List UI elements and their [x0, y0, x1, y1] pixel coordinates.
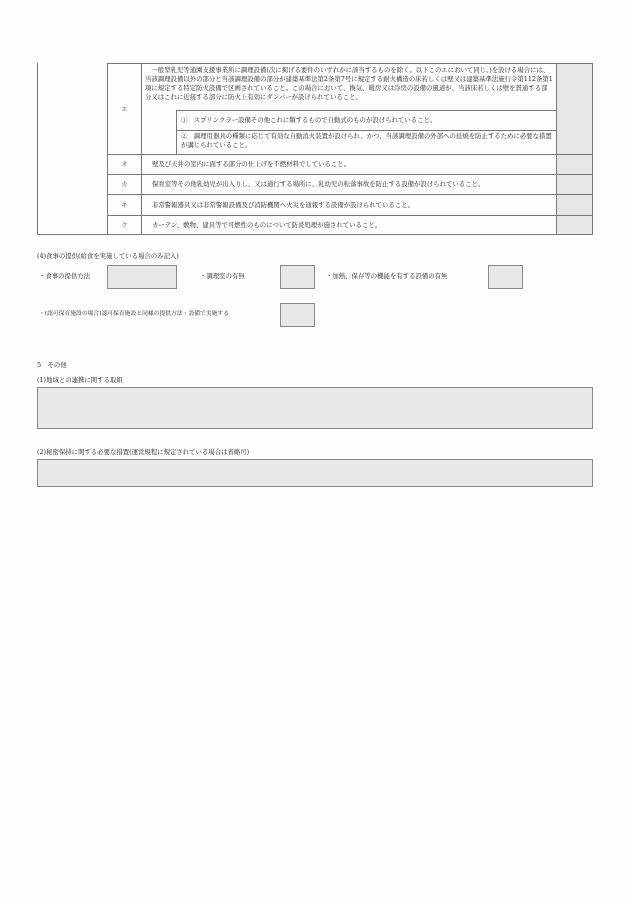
check-cell[interactable] [556, 195, 592, 215]
community-label: (1)地域との連携に関する取組 [37, 376, 123, 384]
check-cell[interactable] [556, 175, 592, 194]
kitchen-field[interactable] [280, 265, 315, 289]
row-description: 保育室等その他乳幼児が出入りし、又は通行する場所に、乳幼児の転落事故を防止する設備が設けられていること。 [152, 180, 485, 189]
row-label: キ [108, 195, 142, 215]
row-description: 非常警報器具又は非常警報設備及び消防機関へ火災を通報する設備が設けられていること。 [152, 200, 415, 209]
table-row-ki [107, 194, 593, 215]
table-row-e [107, 63, 593, 154]
row-label: エ [108, 64, 142, 154]
row-description: 壁及び天井の室内に面する部分の仕上げを不燃材料でしていること。 [152, 160, 351, 169]
table-left-column [37, 63, 107, 235]
equipment-label: ・加熱、保存等の機能を有する設備の有無 [326, 272, 448, 280]
table-row-ka [107, 174, 593, 194]
equipment-field[interactable] [488, 265, 523, 289]
row-label: オ [108, 155, 142, 174]
check-cell[interactable] [556, 64, 592, 154]
row-description: カーテン、敷物、建具等で可燃性のものについて防炎処理が施されていること。 [152, 220, 382, 229]
meal-section-heading: (4)食事の提供(給食を実施している場合のみ記入) [37, 252, 179, 260]
confidentiality-field[interactable] [37, 459, 593, 487]
sub-item-1: ① スプリンクラー設備その他これに類するもので自動式のものが設けられていること。 [176, 110, 556, 130]
meal-method-field[interactable] [107, 265, 177, 289]
kitchen-label: ・調理室の有無 [200, 272, 245, 280]
table-row-o [107, 154, 593, 174]
check-cell[interactable] [556, 216, 592, 234]
meal-method-label: ・食事の提供方法 [39, 272, 91, 280]
licensed-facility-label: ・(認可保育施設の場合)認可保育施設と同様の提供方法・設備で実施する [39, 311, 230, 317]
confidentiality-label: (2)秘密保持に関する必要な措置(運営規程に規定されている場合は省略可) [37, 448, 250, 456]
other-section-heading: 5 その他 [37, 361, 67, 369]
row-label: カ [108, 175, 142, 194]
check-cell[interactable] [556, 155, 592, 174]
community-field[interactable] [37, 387, 593, 429]
row-label: ク [108, 216, 142, 234]
facility-requirements-table [37, 63, 593, 235]
row-description: 一般型乳児等通園支援事業所に調理設備(次に掲げる要件のいずれかに該当するものを除く。以下このエにおいて同じ。)を設ける場合には、当該調理設備以外の部分と当該調理設備の部分が建築基準法第2条第7号に規定する耐火構造の床若しくは壁又は建築基準法施行令第112条第1項に規定する特定防火設備で区画されていること。この場合において、換気、暖房又は冷房の設備の風道が、当該床若しくは壁を貫通する部分又はこれに近接する部分に防火上有効にダンパーが設けられていること。 [145, 66, 553, 101]
sub-item-2: ② 調理用器具の種類に応じて有効な自動消火装置が設けられ、かつ、当該調理設備の外部への延焼を防止するために必要な措置が講じられていること。 [176, 130, 556, 155]
table-row-ku [107, 215, 593, 235]
licensed-facility-field[interactable] [280, 303, 315, 327]
